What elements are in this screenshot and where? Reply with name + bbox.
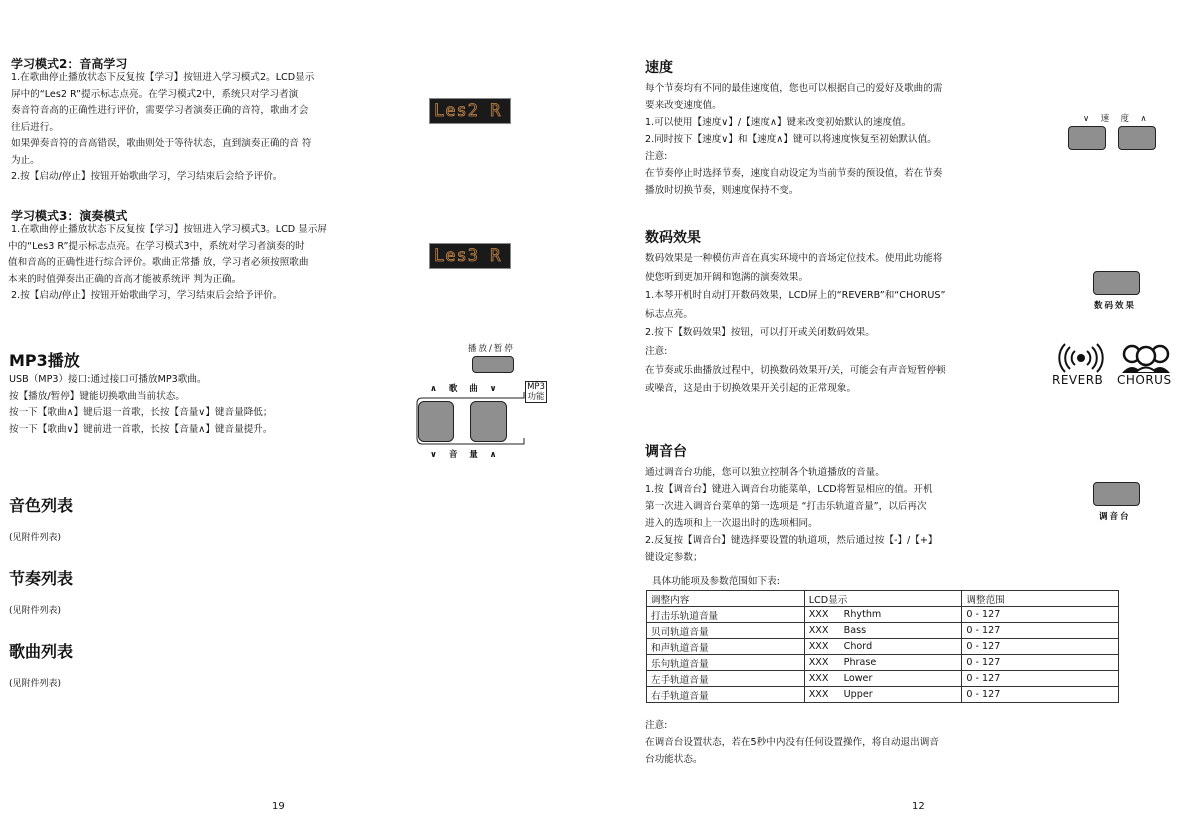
song-list-title: 歌曲列表 xyxy=(9,642,74,661)
reverb-label: REVERB xyxy=(1052,373,1104,387)
table-cell: 0 - 127 xyxy=(962,623,1119,639)
mixer-key-label: 调音台 xyxy=(1099,512,1131,522)
table-cell: 右手轨道音量 xyxy=(647,687,805,703)
table-cell: 和声轨道音量 xyxy=(647,639,805,655)
table-header-row xyxy=(647,591,1119,607)
lcd-les2-text: Les2 R xyxy=(434,101,502,121)
table-cell: XXX Rhythm xyxy=(804,607,962,623)
song-label: ∧ 歌 曲 ∨ xyxy=(430,384,499,394)
play-pause-key[interactable] xyxy=(472,356,514,373)
mixer-table xyxy=(646,590,1119,703)
table-cell: 0 - 127 xyxy=(962,639,1119,655)
header-cell: LCD显示 xyxy=(804,591,962,607)
rhythm-list-note: (见附件列表) xyxy=(9,606,62,616)
table-cell: XXX Bass xyxy=(804,623,962,639)
rhythm-list-title: 节奏列表 xyxy=(9,569,74,588)
song-up-volume-down-key[interactable] xyxy=(418,401,454,442)
mixer-title: 调音台 xyxy=(645,444,687,460)
table-cell: 左手轨道音量 xyxy=(647,671,805,687)
mixer-table-caption: 具体功能项及参数范围如下表: xyxy=(652,576,780,587)
header-cell: 调整内容 xyxy=(647,591,805,607)
lcd-les2 xyxy=(429,98,511,124)
reverb-icon xyxy=(1056,343,1106,373)
mode2-title: 学习模式2：音高学习 xyxy=(11,57,128,71)
mixer-body: 通过调音台功能，您可以独立控制各个轨道播放的音量。 1.按【调音台】键进入调音台功能菜单，LCD将暂显相应的值。开机 第一次进入调音台菜单的第一选项是 “打击乐轨道音量”，以后再次 进入的选项和上一次退出时的选项相同。 2.反复按【调音台】键选择要设置的轨道项，然后通过按【-】/【+】 键设定参数； xyxy=(645,467,938,563)
digital-effect-key[interactable] xyxy=(1093,271,1140,295)
table-row xyxy=(647,607,1119,623)
chorus-icon xyxy=(1118,343,1174,373)
tone-list-title: 音色列表 xyxy=(9,496,74,515)
mp3-title: MP3播放 xyxy=(9,351,80,370)
mixer-note-body: 在调音台设置状态，若在5秒中内没有任何设置操作，将自动退出调音 台功能状态。 xyxy=(645,737,939,765)
mp3-tag-line2: 功能 xyxy=(527,392,545,402)
lcd-les3-text: Les3 R xyxy=(434,246,502,266)
mp3-tag-line1: MP3 xyxy=(527,382,545,392)
table-cell: 打击乐轨道音量 xyxy=(647,607,805,623)
tempo-title: 速度 xyxy=(645,60,673,76)
digital-effect-key-label: 数码效果 xyxy=(1094,301,1137,311)
table-cell: 乐句轨道音量 xyxy=(647,655,805,671)
table-cell: 0 - 127 xyxy=(962,655,1119,671)
left-page-number: 19 xyxy=(272,801,285,812)
tempo-body: 每个节奏均有不同的最佳速度值，您也可以根据自己的爱好及歌曲的需 要来改变速度值。 1.可以使用【速度∨】/【速度∧】键来改变初始默认的速度值。 2.同时按下【速度∨】和【速度∧】键可以将速度恢复至初始默认值。 注意: 在节奏停止时选择节奏，速度自动设定为当前节奏的预设值，若在节奏 播放时切换节奏，则速度保持不变。 xyxy=(645,83,943,196)
table-cell: 0 - 127 xyxy=(962,687,1119,703)
mixer-key[interactable] xyxy=(1093,482,1140,506)
mode3-title: 学习模式3：演奏模式 xyxy=(11,209,128,223)
table-cell: 0 - 127 xyxy=(962,607,1119,623)
table-row xyxy=(647,655,1119,671)
play-pause-label: 播放/暂停 xyxy=(468,344,515,354)
table-cell: XXX Chord xyxy=(804,639,962,655)
table-row xyxy=(647,687,1119,703)
table-cell: 0 - 127 xyxy=(962,671,1119,687)
lcd-les3 xyxy=(429,243,511,269)
mixer-note-title: 注意: xyxy=(645,720,668,731)
table-cell: XXX Lower xyxy=(804,671,962,687)
digital-effect-title: 数码效果 xyxy=(645,230,701,246)
song-list-note: (见附件列表) xyxy=(9,679,62,689)
table-cell: 贝司轨道音量 xyxy=(647,623,805,639)
table-row xyxy=(647,671,1119,687)
tone-list-note: (见附件列表) xyxy=(9,533,62,543)
tempo-up-key[interactable] xyxy=(1118,126,1156,150)
table-row xyxy=(647,623,1119,639)
volume-label: ∨ 音 量 ∧ xyxy=(430,450,499,460)
table-cell: XXX Upper xyxy=(804,687,962,703)
mp3-body: USB（MP3）接口:通过接口可播放MP3歌曲。 按【播放/暂停】键能切换歌曲当前状态。 按一下【歌曲∧】键后退一首歌，长按【音量∨】键音量降低； 按一下【歌曲∨】键前进一首歌，长按【音量∧】键音量提升。 xyxy=(9,374,273,435)
mode2-body: 1.在歌曲停止播放状态下反复按【学习】按钮进入学习模式2。LCD显示 屏中的“Les2 R”提示标志点亮。在学习模式2中，系统只对学习者演 奏音符音高的正确性进行评价，需要学习者演奏正确的音符，歌曲才会 往后进行。 如果弹奏音符的音高错误，歌曲则处于等待状态，直到演奏正确的音 符 为止。 2.按【启动/停止】按钮开始歌曲学习，学习结束后会给予评价。 xyxy=(11,72,315,182)
table-cell: XXX Phrase xyxy=(804,655,962,671)
tempo-down-key[interactable] xyxy=(1068,126,1106,150)
digital-effect-body: 数码效果是一种模仿声音在真实环境中的音场定位技术。使用此功能将 使您听到更加开阔和饱满的演奏效果。 1.本琴开机时自动打开数码效果，LCD屏上的“REVERB”和“CHORUS” 标志点亮。 2.按下【数码效果】按钮，可以打开或关闭数码效果。 注意: 在节奏或乐曲播放过程中，切换数码效果开/关，可能会有声音短暂停顿 或噪音，这是由于切换效果开关引起的正常现象。 xyxy=(645,253,946,395)
table-row xyxy=(647,639,1119,655)
right-page-number: 12 xyxy=(912,801,925,812)
tempo-key-label: ∨ 速 度 ∧ xyxy=(1083,114,1149,124)
header-cell: 调整范围 xyxy=(962,591,1119,607)
song-down-volume-up-key[interactable] xyxy=(470,401,507,442)
mode3-body: 1.在歌曲停止播放状态下反复按【学习】按钮进入学习模式3。LCD 显示屏 中的“Les3 R”提示标志点亮。在学习模式3中，系统对学习者演奏的时 值和音高的正确性进行综合评价。歌曲正常播 放，学习者必须按照歌曲 本来的时值弹奏出正确的音高才能被系统评 判为正确。 2.按【启动/停止】按钮开始歌曲学习，学习结束后会给予评价。 xyxy=(8,224,328,301)
chorus-label: CHORUS xyxy=(1117,373,1172,387)
